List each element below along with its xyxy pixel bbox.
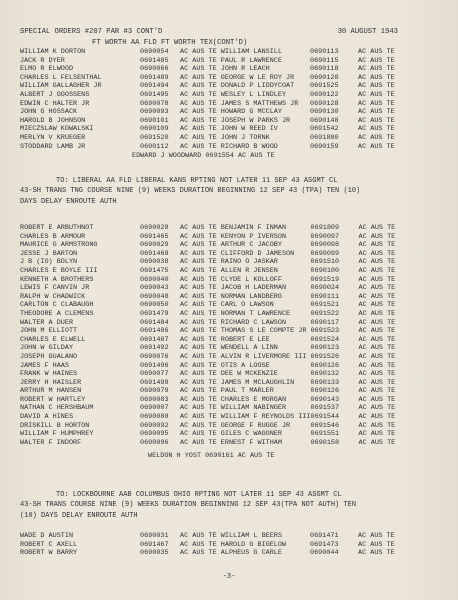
- branch: AC AUS TE: [358, 65, 395, 74]
- branch-and-name: AC AUS TE PAUL T MARLER: [180, 387, 274, 396]
- roster-row: [20, 134, 395, 143]
- serial-number: 0690148: [310, 116, 339, 125]
- paragraph-line: (10) DAYS DELAY ENROUTE AUTH: [20, 511, 138, 520]
- roster-group-1-last: EDWARD J WOODWARD 0691554 AC AUS TE: [132, 152, 275, 160]
- officer-name: CHARLES E ELWELL: [20, 335, 86, 344]
- officer-name: WADE D AUSTIN: [20, 532, 74, 540]
- branch-and-name: AC AUS TE GILES C WAGONER: [180, 430, 282, 439]
- serial-number: 0690028: [140, 224, 169, 232]
- branch: AC AUS TE: [358, 361, 396, 370]
- branch: AC AUS TE: [358, 249, 396, 258]
- branch-and-name: AC AUS TE WESLEY L LINDLEY: [180, 90, 287, 99]
- paragraph-line: 43-SH TRANS TNG COURSE NINE (9) WEEKS DURATION BEGINNING 12 SEP 43 (TPA) TEN (10): [20, 187, 361, 196]
- roster-row: [20, 336, 395, 345]
- roster-row: [20, 353, 395, 362]
- branch: AC AUS TE: [358, 532, 395, 540]
- serial-number: 0691489: [140, 73, 169, 82]
- serial-number: 0691551: [310, 430, 340, 439]
- serial-number: 0690111: [310, 292, 340, 301]
- serial-number: 0690040: [140, 275, 169, 284]
- branch-and-name: AC AUS TE JOHN R LEACH: [180, 65, 270, 74]
- serial-number: 0691473: [310, 540, 339, 549]
- branch-and-name: AC AUS TE HAROLD G BIGELOW: [180, 540, 287, 549]
- serial-number: 0691546: [310, 421, 340, 430]
- officer-name: JAMES F HAAS: [20, 361, 69, 370]
- roster-group-2-last: WELDON H YOST 0690161 AC AUS TE: [148, 452, 275, 460]
- officer-name: ARTHUR M HANSEN: [20, 387, 82, 396]
- officer-name: EDWIN C HALTER JR: [20, 99, 90, 108]
- serial-number: 0691485: [140, 56, 169, 65]
- branch: AC AUS TE: [358, 335, 396, 344]
- serial-number: 0691484: [140, 318, 169, 327]
- serial-number: 0691467: [140, 540, 169, 549]
- branch: AC AUS TE: [358, 327, 396, 336]
- branch: AC AUS TE: [358, 125, 395, 134]
- serial-number: 0690035: [140, 549, 169, 558]
- serial-number: 0690093: [140, 108, 169, 117]
- branch-and-name: AC AUS TE GEORGE F RUGGE JR: [180, 421, 291, 430]
- branch-and-name: AC AUS TE RAINO O JASKAR: [180, 258, 278, 267]
- branch-and-name: AC AUS TE WILLIAM L BEERS: [180, 532, 282, 540]
- order-subtitle: FT WORTH AA FLD FT WORTH TEX(CONT'D): [92, 39, 248, 47]
- officer-name: MERLYN V KRUEGER: [20, 133, 86, 142]
- orders-paragraph-liberal: [20, 176, 440, 207]
- officer-name: JESSE J BARTON: [20, 249, 78, 258]
- branch-and-name: AC AUS TE DONALD P LIDDYCOAT: [180, 82, 295, 91]
- branch-and-name: AC AUS TE KENYON P IVERSON: [180, 232, 287, 241]
- branch: AC AUS TE: [358, 309, 396, 318]
- branch-and-name: AC AUS TE ERNEST F WITHAM: [180, 438, 282, 447]
- officer-name: ROBERT E ARBUTHNOT: [20, 224, 94, 232]
- roster-row: [20, 233, 395, 242]
- paragraph-line: 43-SH TRANS COURSE NINE (9) WEEKS DURATION BEGINNING 12 SEP 43(TPA NOT AUTH) TEN: [20, 501, 357, 510]
- serial-number: 0690132: [310, 370, 340, 379]
- officer-name: JERRY H HAISLER: [20, 378, 82, 387]
- roster-row: [20, 57, 395, 66]
- serial-number: 0691465: [140, 232, 169, 241]
- roster-row: [20, 125, 395, 134]
- serial-number: 0691809: [310, 224, 340, 232]
- serial-number: 0690078: [140, 99, 169, 108]
- officer-name: THEODORE A CLEMENS: [20, 309, 94, 318]
- serial-number: 0691486: [140, 327, 169, 336]
- serial-number: 0690096: [140, 438, 169, 447]
- branch-and-name: AC AUS TE ALVIN R LIVERMORE III: [180, 352, 307, 361]
- roster-row: [20, 293, 395, 302]
- officer-name: DRISKILL B HORTON: [20, 421, 90, 430]
- officer-name: HAROLD B JOHNSON: [20, 116, 86, 125]
- roster-row: [20, 344, 395, 353]
- branch: AC AUS TE: [358, 387, 396, 396]
- officer-name: ROBERT W BARRY: [20, 549, 78, 558]
- branch: AC AUS TE: [358, 133, 395, 142]
- branch-and-name: AC AUS TE JOHN W REED IV: [180, 125, 278, 134]
- serial-number: 0690118: [310, 65, 339, 74]
- roster-row: [20, 387, 395, 396]
- branch-and-name: AC AUS TE THOMAS S LE COMPTE JR: [180, 327, 307, 336]
- serial-number: 0690158: [310, 438, 340, 447]
- officer-name: LEWIS F CANVIN JR: [20, 284, 90, 293]
- branch-and-name: AC AUS TE NORMAN T LAWRENCE: [180, 309, 291, 318]
- serial-number: 0690087: [140, 404, 169, 413]
- branch-and-name: AC AUS TE JAMES S MATTHEWS JR: [180, 99, 299, 108]
- serial-number: 0690113: [310, 48, 339, 56]
- serial-number: 0691524: [310, 335, 340, 344]
- page-number: -3-: [222, 573, 236, 581]
- branch-and-name: AC AUS TE RICHARD B WOOD: [180, 142, 278, 151]
- serial-number: 0690044: [310, 549, 339, 558]
- serial-number: 0690122: [310, 90, 339, 99]
- serial-number: 0690123: [310, 344, 340, 353]
- officer-name: WALTER F INDORF: [20, 438, 82, 447]
- branch-and-name: AC AUS TE ALLEN R JENSEN: [180, 266, 278, 275]
- officer-name: MIECZSLAW KOWALSKI: [20, 125, 94, 134]
- officer-name: J B (IO) BOLYN: [20, 258, 78, 267]
- roster-row: [20, 379, 395, 388]
- roster-row: [20, 224, 395, 233]
- roster-row: [20, 370, 395, 379]
- branch-and-name: AC AUS TE ALPHEUS G CARLE: [180, 549, 282, 558]
- serial-number: 0691479: [140, 309, 169, 318]
- branch: AC AUS TE: [358, 82, 395, 91]
- officer-name: DAVID A HINES: [20, 413, 74, 422]
- branch: AC AUS TE: [358, 232, 396, 241]
- officer-name: ROBERT C AXELL: [20, 540, 78, 549]
- serial-number: 0691522: [310, 309, 340, 318]
- serial-number: 0691492: [140, 344, 169, 353]
- branch-and-name: AC AUS TE ROBERT E LEE: [180, 335, 270, 344]
- serial-number: 0690120: [310, 73, 339, 82]
- officer-name: CHARLES B ARMOUR: [20, 232, 86, 241]
- branch: AC AUS TE: [358, 438, 396, 447]
- branch-and-name: AC AUS TE JACOB H LADERMAN: [180, 284, 287, 293]
- officer-name: STODDARD LAMB JR: [20, 142, 86, 151]
- serial-number: 0691525: [310, 82, 339, 91]
- branch: AC AUS TE: [358, 421, 396, 430]
- serial-number: 0690109: [140, 125, 169, 134]
- serial-number: 0690126: [310, 387, 340, 396]
- serial-number: 0691469: [140, 249, 169, 258]
- roster-row: [20, 276, 395, 285]
- branch: AC AUS TE: [358, 275, 396, 284]
- branch-and-name: AC AUS TE NORMAN LANDBERG: [180, 292, 282, 301]
- branch-and-name: AC AUS TE CHARLES E MORGAN: [180, 395, 287, 404]
- branch-and-name: AC AUS TE WENDELL A LINN: [180, 344, 278, 353]
- officer-name: WALTER A DUER: [20, 318, 74, 327]
- roster-row: [20, 91, 395, 100]
- branch-and-name: AC AUS TE WILLIAM F REYNOLDS III: [180, 413, 311, 422]
- officer-name: ELMO R ELWOOD: [20, 65, 74, 74]
- serial-number: 0690130: [310, 108, 339, 117]
- officer-name: NATHAN C HERSHBAUM: [20, 404, 94, 413]
- branch-and-name: AC AUS TE RICHARD C LAWSON: [180, 318, 287, 327]
- serial-number: 0690054: [140, 48, 169, 56]
- paragraph-line: TO: LIBERAL AA FLD LIBERAL KANS RPTING NOT LATER 11 SEP 43 ASGMT CL: [56, 177, 338, 185]
- officer-name: CARLTON C CLABAUGH: [20, 301, 94, 310]
- roster-row: [20, 250, 395, 259]
- serial-number: 0690043: [140, 284, 169, 293]
- serial-number: 0690133: [310, 378, 340, 387]
- branch: AC AUS TE: [358, 395, 396, 404]
- branch-and-name: AC AUS TE HOWARD G MCCLAY: [180, 108, 282, 117]
- roster-row: [20, 117, 395, 126]
- serial-number: 0690088: [140, 413, 169, 422]
- branch: AC AUS TE: [358, 116, 395, 125]
- branch: AC AUS TE: [358, 549, 395, 558]
- roster-row: [20, 100, 395, 109]
- branch-and-name: AC AUS TE WILLIAM LANSILL: [180, 48, 282, 56]
- paragraph-line: TO: LOCKBOURNE AAB COLUMBUS OHIO RPTING NOT LATER 11 SEP 43 ASGMT CL: [56, 491, 342, 499]
- roster-row: [20, 541, 395, 550]
- serial-number: 0690077: [140, 370, 169, 379]
- roster-row: [20, 108, 395, 117]
- branch: AC AUS TE: [358, 352, 396, 361]
- officer-name: MAURICE G ARMSTRONG: [20, 241, 98, 250]
- branch-and-name: AC AUS TE CLYDE L KOLLOFF: [180, 275, 282, 284]
- branch: AC AUS TE: [358, 540, 395, 549]
- serial-number: 0691544: [310, 413, 340, 422]
- roster-row: [20, 74, 395, 83]
- roster-row: [20, 549, 395, 558]
- branch: AC AUS TE: [358, 48, 395, 56]
- serial-number: 0691487: [140, 335, 169, 344]
- serial-number: 0690079: [140, 387, 169, 396]
- paragraph-line: DAYS DELAY ENROUTE AUTH: [20, 197, 117, 206]
- serial-number: 0690092: [140, 421, 169, 430]
- serial-number: 0691496: [140, 361, 169, 370]
- serial-number: 0691523: [310, 327, 340, 336]
- serial-number: 0691498: [140, 378, 169, 387]
- branch-and-name: AC AUS TE JOSEPH W PARKS JR: [180, 116, 291, 125]
- branch: AC AUS TE: [358, 292, 396, 301]
- serial-number: 0690038: [140, 258, 169, 267]
- roster-row: [20, 362, 395, 371]
- serial-number: 0691471: [310, 532, 339, 540]
- orders-paragraph-lockbourne: [20, 490, 440, 521]
- roster-group-2: [20, 224, 395, 447]
- branch-and-name: AC AUS TE ARTHUR C JACOBY: [180, 241, 282, 250]
- roster-row: [20, 319, 395, 328]
- roster-row: [20, 143, 395, 152]
- roster-row: [20, 310, 395, 319]
- serial-number: 0690095: [140, 430, 169, 439]
- branch-and-name: AC AUS TE BENJAMIN F INMAN: [180, 224, 287, 232]
- branch: AC AUS TE: [358, 301, 396, 310]
- serial-number: 0690112: [140, 142, 169, 151]
- officer-name: WILLIAM K DORTON: [20, 48, 86, 56]
- branch: AC AUS TE: [358, 241, 396, 250]
- serial-number: 0690048: [140, 292, 169, 301]
- serial-number: 0690101: [140, 116, 169, 125]
- serial-number: 0691520: [140, 133, 169, 142]
- serial-number: 0691526: [310, 352, 340, 361]
- serial-number: 0691495: [140, 90, 169, 99]
- branch: AC AUS TE: [358, 318, 396, 327]
- serial-number: 0690099: [310, 249, 340, 258]
- roster-group-1: [20, 48, 395, 151]
- serial-number: 0691475: [140, 266, 169, 275]
- officer-name: JOHN W GILDAY: [20, 344, 74, 353]
- branch: AC AUS TE: [358, 90, 395, 99]
- roster-row: [20, 267, 395, 276]
- branch: AC AUS TE: [358, 413, 396, 422]
- roster-row: [20, 422, 395, 431]
- roster-row: [20, 48, 395, 57]
- roster-group-3: [20, 532, 395, 558]
- officer-name: ROBERT W HARTLEY: [20, 395, 86, 404]
- officer-name: CHARLES E BOYLE III: [20, 266, 98, 275]
- officer-name: JOHN M ELLIOTT: [20, 327, 78, 336]
- branch: AC AUS TE: [358, 370, 396, 379]
- serial-number: 0690117: [310, 318, 340, 327]
- officer-name: JOHN G HOSSACK: [20, 108, 78, 117]
- officer-name: FRANK W HAINES: [20, 370, 78, 379]
- roster-row: [20, 241, 395, 250]
- serial-number: 0691542: [310, 125, 339, 134]
- branch: AC AUS TE: [358, 404, 396, 413]
- serial-number: 0691880: [310, 133, 339, 142]
- roster-row: [20, 327, 395, 336]
- roster-row: [20, 439, 395, 448]
- branch: AC AUS TE: [358, 99, 395, 108]
- order-title: SPECIAL ORDERS #207 PAR #3 CONT'D: [20, 28, 163, 36]
- branch-and-name: AC AUS TE GEORGE W LE ROY JR: [180, 73, 295, 82]
- branch: AC AUS TE: [358, 224, 396, 232]
- serial-number: 0691510: [310, 258, 340, 267]
- serial-number: 0691521: [310, 301, 340, 310]
- officer-name: CHARLES L FELSENTHAL: [20, 73, 102, 82]
- serial-number: 0690159: [310, 142, 339, 151]
- serial-number: 0690097: [310, 232, 340, 241]
- branch: AC AUS TE: [358, 430, 396, 439]
- branch-and-name: AC AUS TE CARL O LAWSON: [180, 301, 274, 310]
- officer-name: WILLIAM F HUMPHREY: [20, 430, 94, 439]
- officer-name: WILLIAM GALLAGHER JR: [20, 82, 102, 91]
- roster-row: [20, 284, 395, 293]
- branch-and-name: AC AUS TE WILLIAM NABINGER: [180, 404, 287, 413]
- branch: AC AUS TE: [358, 266, 396, 275]
- serial-number: 0690098: [310, 241, 340, 250]
- serial-number: 0690115: [310, 56, 339, 65]
- serial-number: 0691519: [310, 275, 340, 284]
- branch: AC AUS TE: [358, 258, 396, 267]
- officer-name: KENNETH A BROTHERS: [20, 275, 94, 284]
- roster-row: [20, 82, 395, 91]
- branch: AC AUS TE: [358, 142, 395, 151]
- serial-number: 0691537: [310, 404, 340, 413]
- branch: AC AUS TE: [358, 378, 396, 387]
- branch-and-name: AC AUS TE JAMES M MCLAUGHLIN: [180, 378, 295, 387]
- serial-number: 0690100: [310, 266, 340, 275]
- serial-number: 0690128: [310, 99, 339, 108]
- branch: AC AUS TE: [358, 73, 395, 82]
- branch: AC AUS TE: [358, 344, 396, 353]
- serial-number: 0690024: [310, 284, 340, 293]
- officer-name: ALBERT J GOOSSENS: [20, 90, 90, 99]
- officer-name: JACK R DYER: [20, 56, 65, 65]
- roster-row: [20, 65, 395, 74]
- serial-number: 0690031: [140, 532, 169, 540]
- serial-number: 0690066: [140, 65, 169, 74]
- serial-number: 0690143: [310, 395, 340, 404]
- order-date: 30 AUGUST 1943: [337, 28, 398, 36]
- officer-name: JOSEPH GUALANO: [20, 352, 78, 361]
- roster-row: [20, 396, 395, 405]
- serial-number: 0691494: [140, 82, 169, 91]
- branch-and-name: AC AUS TE CLIFFORD D JAMESON: [180, 249, 295, 258]
- branch-and-name: AC AUS TE JOHN J TORNK: [180, 133, 270, 142]
- branch-and-name: AC AUS TE PAUL R LAWRENCE: [180, 56, 282, 65]
- serial-number: 0690126: [310, 361, 340, 370]
- roster-row: [20, 413, 395, 422]
- serial-number: 0690050: [140, 301, 169, 310]
- branch-and-name: AC AUS TE DEE W MCKENZIE: [180, 370, 278, 379]
- officer-name: RALPH W CHADWICK: [20, 292, 86, 301]
- roster-row: [20, 532, 395, 541]
- roster-row: [20, 430, 395, 439]
- roster-row: [20, 258, 395, 267]
- branch: AC AUS TE: [358, 284, 396, 293]
- roster-row: [20, 404, 395, 413]
- serial-number: 0690029: [140, 241, 169, 250]
- branch: AC AUS TE: [358, 108, 395, 117]
- serial-number: 0690083: [140, 395, 169, 404]
- roster-row: [20, 301, 395, 310]
- branch-and-name: AC AUS TE OTIS A LOOSE: [180, 361, 270, 370]
- branch: AC AUS TE: [358, 56, 395, 65]
- serial-number: 0690076: [140, 352, 169, 361]
